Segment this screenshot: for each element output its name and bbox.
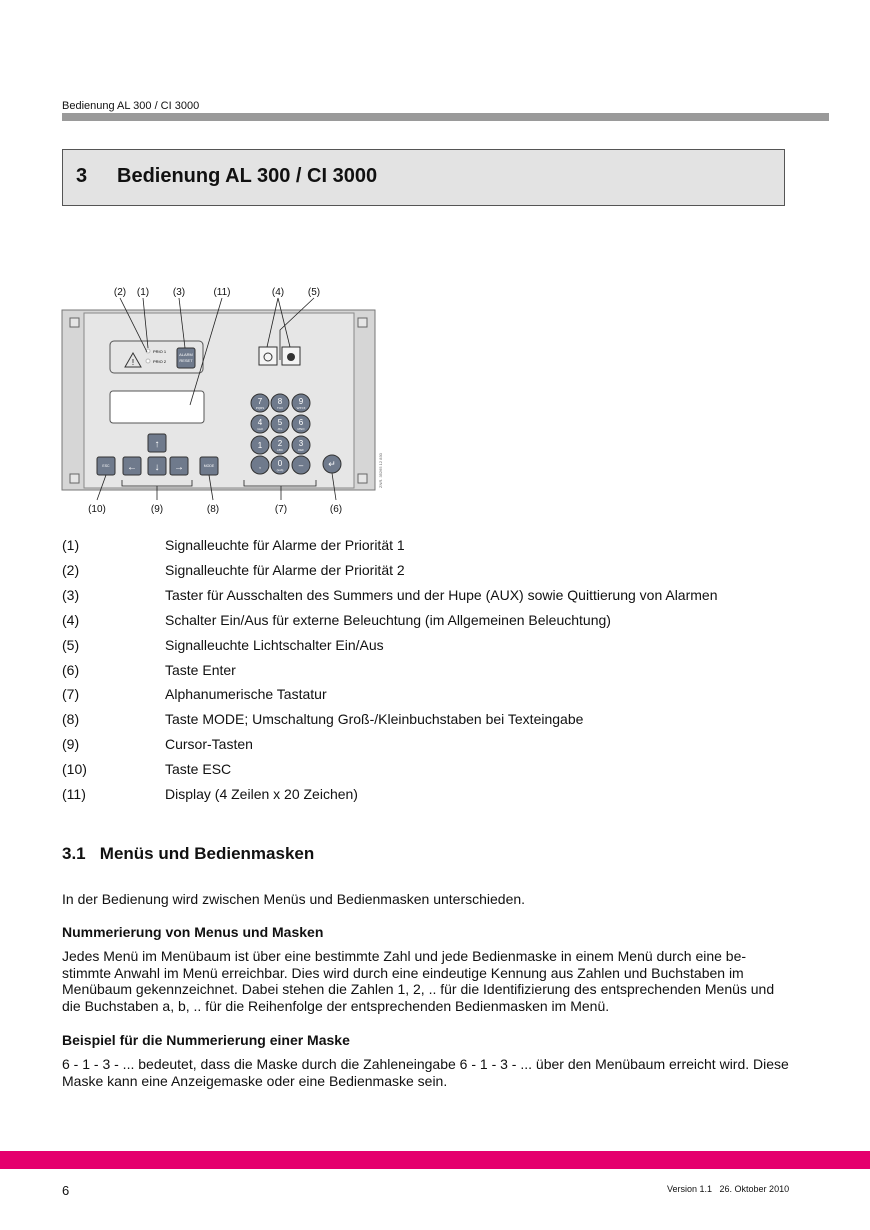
section-intro: In der Bedienung wird zwischen Menüs und Bedienmasken unterschieden. [62, 891, 526, 907]
legend-description: Cursor-Tasten [165, 736, 253, 753]
footer-accent-bar [0, 1151, 870, 1169]
key-label: 7 [257, 397, 263, 406]
key-sublabel: TUV [277, 406, 283, 410]
enter-icon: ↵ [328, 459, 336, 469]
key-label: 1 [257, 441, 263, 450]
key-sublabel: MNO [297, 427, 305, 431]
running-header: Bedienung AL 300 / CI 3000 [62, 100, 200, 112]
callout-7: (7) [274, 504, 288, 515]
key-label: – [298, 461, 304, 470]
page-number: 6 [62, 1183, 70, 1198]
subheading-numbering: Nummerierung von Menus und Masken [62, 924, 324, 940]
legend-number: (3) [62, 586, 80, 603]
legend-description: Taste MODE; Umschaltung Groß-/Kleinbuchstaben bei Texteingabe [165, 711, 584, 728]
legend-number: (2) [62, 561, 80, 578]
legend-description: Taste ESC [165, 761, 232, 778]
paragraph-numbering: Jedes Menü im Menübaum ist über eine bestimmte Zahl und jede Bedienmaske in einem Menü durch eine be-stimmte Anwahl im Menü erreichbar. Dies wird durch eine eindeutige Kennung aus Zahlen und Buchstaben im Menübaum gekennzeichnet. Dabei stehen die Zahlen 1, 2, .. für die Identifizierung des entsprechenden Menüs und die Buchstaben a, b, .. für die Reihenfolge der entsprechenden Bedienmasken im Menü. [62, 948, 775, 1014]
drawing-id: ZNR. 35265 12 830 [378, 453, 383, 488]
legend-description: Signalleuchte für Alarme der Priorität 2 [165, 561, 405, 578]
callout-6: (6) [329, 504, 343, 515]
svg-text:!: ! [131, 358, 135, 367]
version-info: Version 1.1 26. Oktober 2010 [667, 1184, 790, 1194]
key-label: 3 [298, 439, 304, 448]
key-sublabel: WXYZ [296, 406, 306, 410]
key-label: , [258, 461, 262, 470]
legend-description: Signalleuchte für Alarme der Priorität 1 [165, 537, 405, 553]
key-label: 6 [298, 418, 304, 427]
legend-number: (1) [62, 537, 80, 553]
display [110, 391, 204, 423]
legend-description: Alphanumerische Tastatur [165, 686, 327, 703]
legend-number: (9) [62, 736, 80, 753]
legend-number: (6) [62, 661, 80, 678]
legend-number: (4) [62, 611, 80, 628]
light-switch-button[interactable] [259, 347, 277, 365]
key-sublabel: GHI [257, 427, 263, 431]
callout-1: (1) [136, 287, 150, 298]
key-label: 5 [277, 418, 283, 427]
callouts-top [114, 287, 320, 298]
callout-8: (8) [206, 504, 220, 515]
lamp-icon [287, 353, 295, 361]
key-label: 4 [257, 418, 263, 427]
svg-text:ALARM: ALARM [179, 352, 193, 357]
callout-4: (4) [271, 287, 285, 298]
chapter-title: Bedienung AL 300 / CI 3000 [117, 165, 378, 187]
legend-description: Taste Enter [165, 661, 236, 678]
callouts-bottom [88, 504, 342, 515]
chapter-number: 3 [76, 165, 88, 187]
key-label: 2 [277, 439, 283, 448]
callout-2: (2) [113, 287, 127, 298]
arrow-icon: → [174, 462, 184, 473]
legend-number: (10) [62, 761, 87, 778]
prio1-label: PRIO 1 [153, 349, 167, 354]
svg-text:ESC: ESC [102, 464, 110, 468]
prio2-label: PRIO 2 [153, 359, 167, 364]
svg-text:MODE: MODE [203, 464, 215, 468]
legend-number: (7) [62, 686, 80, 703]
legend-description: Taster für Ausschalten des Summers und der Hupe (AUX) sowie Quittierung von Alarmen [165, 586, 718, 603]
subheading-example: Beispiel für die Nummerierung einer Maske [62, 1032, 350, 1048]
legend-number: (5) [62, 636, 80, 653]
key-label: 0 [277, 459, 283, 468]
key-sublabel: (sub) [276, 468, 284, 472]
key-label: 8 [277, 397, 283, 406]
callout-10: (10) [88, 504, 106, 515]
svg-text:RESET: RESET [179, 358, 193, 363]
key-sublabel: ABC [276, 448, 284, 452]
arrow-icon: ↓ [154, 462, 160, 473]
callout-11: (11) [213, 287, 231, 298]
arrow-icon: ← [127, 462, 137, 473]
device-front-panel-diagram [0, 0, 870, 530]
key-sublabel: JKL [277, 427, 283, 431]
prio2-led [146, 359, 150, 363]
legend-description: Schalter Ein/Aus für externe Beleuchtung (im Allgemeinen Beleuchtung) [165, 611, 611, 628]
key-sublabel: DEF [298, 448, 304, 452]
callout-5: (5) [307, 287, 321, 298]
key-label: 9 [298, 397, 304, 406]
callout-9: (9) [150, 504, 164, 515]
legend-description: Signalleuchte Lichtschalter Ein/Aus [165, 636, 384, 653]
arrow-icon: ↑ [154, 439, 160, 450]
key-sublabel: PQRS [255, 406, 265, 410]
section-title: 3.1 Menüs und Bedienmasken [62, 844, 315, 863]
paragraph-example: 6 - 1 - 3 - ... bedeutet, dass die Maske durch die Zahleneingabe 6 - 1 - 3 - ... über den Menübaum erreicht wird. Diese Maske kann eine Anzeigemaske oder eine Bedienmaske sein. [62, 1056, 789, 1089]
callout-3: (3) [172, 287, 186, 298]
legend-number: (8) [62, 711, 80, 728]
legend-number: (11) [62, 786, 86, 802]
legend-description: Display (4 Zeilen x 20 Zeichen) [165, 786, 358, 802]
